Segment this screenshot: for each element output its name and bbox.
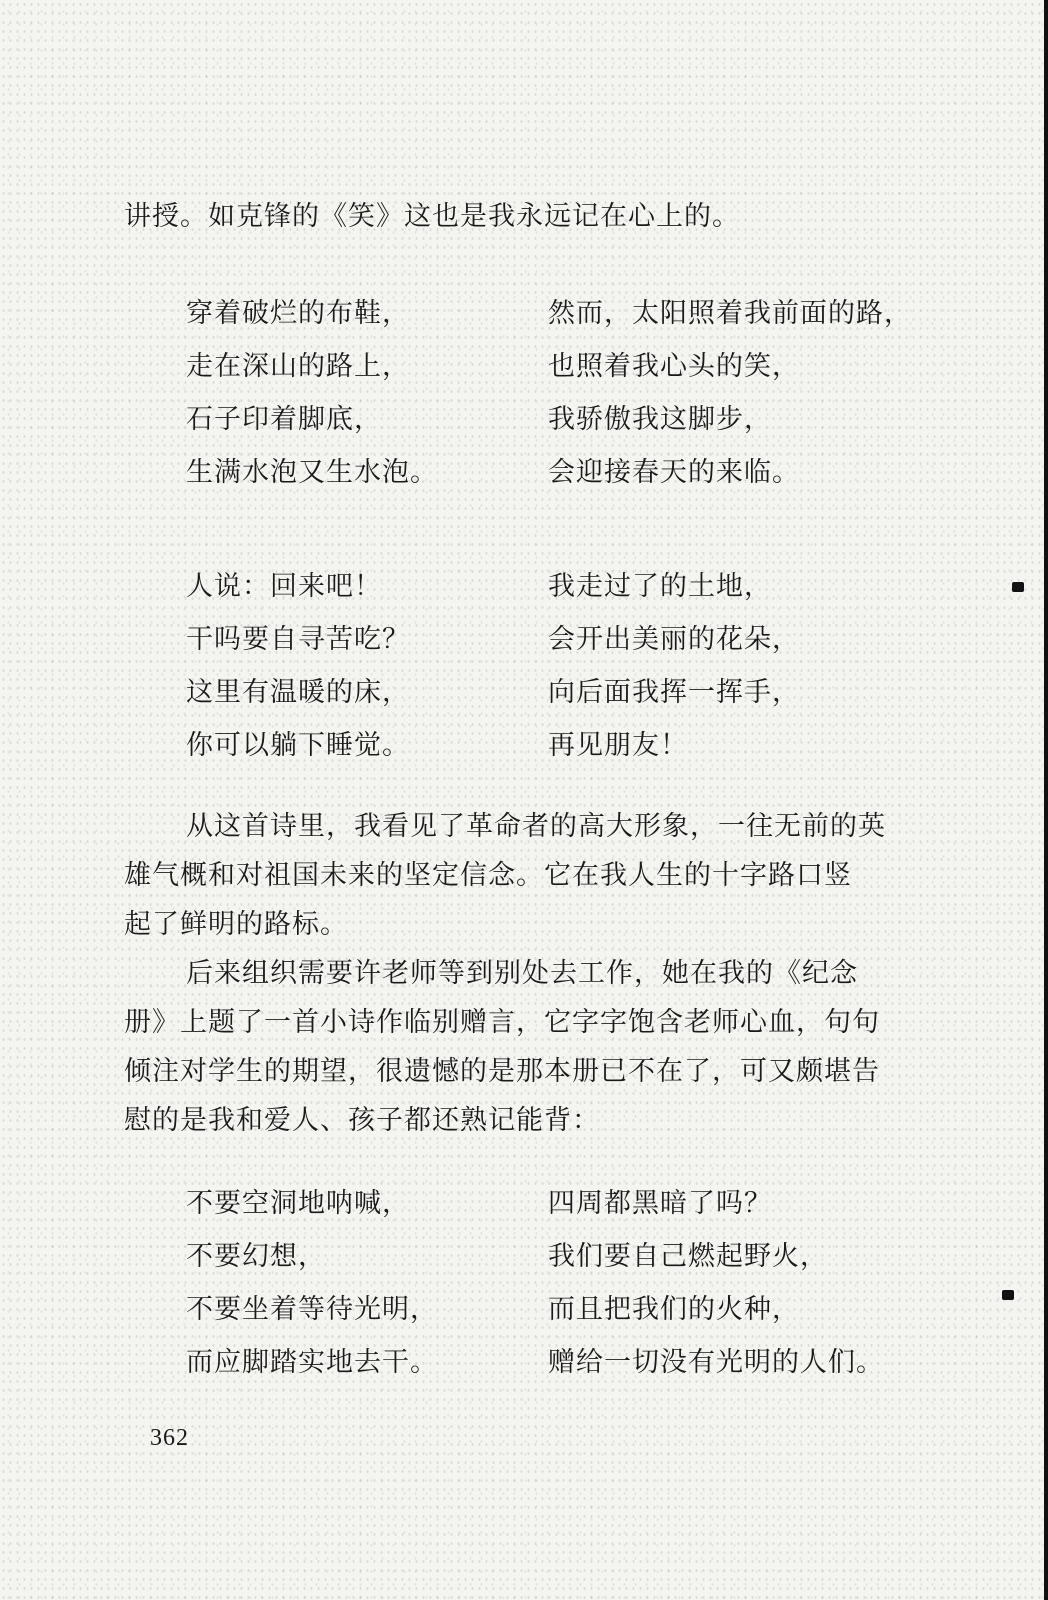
poem-line: 不要幻想， — [186, 1241, 326, 1272]
poem-line: 不要空洞地呐喊， — [186, 1188, 410, 1219]
poem-line: 而应脚踏实地去干。 — [186, 1347, 438, 1378]
poem-line: 然而，太阳照着我前面的路， — [548, 298, 912, 329]
poem-line: 再见朋友！ — [548, 730, 688, 761]
poem-line: 走在深山的路上， — [186, 351, 410, 382]
poem-line: 我走过了的土地， — [548, 571, 772, 602]
poem1-stanza2-right — [548, 560, 800, 772]
paragraph1-line: 雄气概和对祖国未来的坚定信念。它在我人生的十字路口竖 — [124, 860, 852, 891]
paragraph1-line: 起了鲜明的路标。 — [124, 909, 348, 940]
margin-mark — [1012, 582, 1024, 592]
poem-line: 赠给一切没有光明的人们。 — [548, 1347, 884, 1378]
margin-mark — [1002, 1290, 1014, 1300]
poem-line: 向后面我挥一挥手， — [548, 677, 800, 708]
poem1-stanza1-right — [548, 287, 912, 499]
paragraph2-line: 倾注对学生的期望，很遗憾的是那本册已不在了，可又颇堪告 — [124, 1056, 880, 1087]
poem2-right — [548, 1177, 884, 1389]
poem-line: 石子印着脚底， — [186, 404, 382, 435]
poem-line: 我们要自己燃起野火， — [548, 1241, 828, 1272]
poem-line: 会开出美丽的花朵， — [548, 624, 800, 655]
paragraph1-line: 从这首诗里，我看见了革命者的高大形象，一往无前的英 — [186, 811, 886, 842]
poem-line: 干吗要自寻苦吃？ — [186, 624, 410, 655]
poem-line: 你可以躺下睡觉。 — [186, 730, 410, 761]
poem-line: 穿着破烂的布鞋， — [186, 298, 410, 329]
poem1-stanza1-left — [186, 287, 438, 499]
poem-line: 这里有温暖的床， — [186, 677, 410, 708]
poem-line: 四周都黑暗了吗？ — [548, 1188, 772, 1219]
paragraph2-line: 后来组织需要许老师等到别处去工作，她在我的《纪念 — [186, 958, 858, 989]
poem1-stanza2-left — [186, 560, 410, 772]
poem-line: 会迎接春天的来临。 — [548, 457, 800, 488]
poem-line: 我骄傲我这脚步， — [548, 404, 772, 435]
page-edge — [1044, 0, 1048, 1600]
poem-line: 人说：回来吧！ — [186, 571, 382, 602]
poem-line: 生满水泡又生水泡。 — [186, 457, 438, 488]
poem2-left — [186, 1177, 438, 1389]
paragraph2-line: 慰的是我和爱人、孩子都还熟记能背： — [124, 1105, 600, 1136]
poem-line: 而且把我们的火种， — [548, 1294, 800, 1325]
paragraph2-line: 册》上题了一首小诗作临别赠言，它字字饱含老师心血，句句 — [124, 1007, 880, 1038]
intro-line: 讲授。如克锋的《笑》这也是我永远记在心上的。 — [124, 201, 740, 232]
poem-line: 也照着我心头的笑， — [548, 351, 800, 382]
page-number: 362 — [150, 1425, 189, 1451]
poem-line: 不要坐着等待光明， — [186, 1294, 438, 1325]
